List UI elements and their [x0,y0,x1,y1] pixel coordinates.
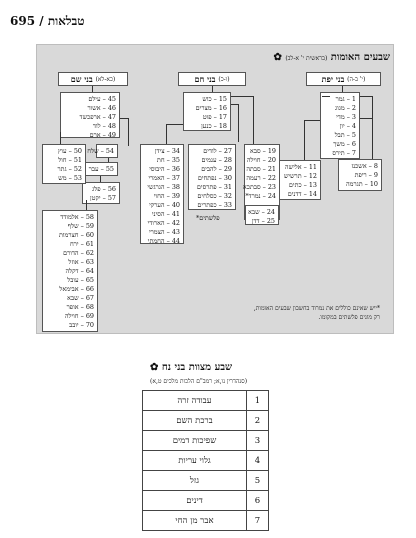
law-text: אבר מן החי [143,511,247,531]
aram-sons-box [42,144,86,184]
list-item: 24 – נמרד* [245,192,276,200]
table-row [143,411,269,431]
list-item: 48 – לוד [92,122,116,130]
header-separator: / [35,14,48,28]
joktan-sons-box [42,210,98,332]
list-item: 18 – כנען [201,122,227,130]
list-item: 52 – גתר [57,165,82,173]
table-row [143,491,269,511]
list-item: 25 – דדן [251,217,275,225]
list-item: 62 – הדורם [63,249,94,257]
list-item: 14 – דדנים [287,190,317,198]
list-item: 13 – כתים [288,181,317,189]
table-row [143,391,269,411]
law-text: גלוי עריות [143,451,247,471]
table-row [143,511,269,531]
list-item: 1 – גמר [335,95,356,103]
list-item: 27 – לודים [203,147,232,155]
list-item: 44 – החמתי [147,237,180,245]
list-item: 7 – תירס [332,149,356,157]
list-item: 60 – חצרמות [59,231,94,239]
list-item: 3 – מדי [336,113,356,121]
ham-title-box [178,72,246,86]
eber-box [84,162,118,176]
list-item: 66 – אבימאל [59,285,94,293]
list-item: 34 – צידן [154,147,180,155]
page-number: 695 [10,14,36,28]
flourish-icon: ✿ [273,52,282,63]
list-item: 10 – תגרמה [345,180,378,188]
list-item: 55 – עבר [88,165,114,173]
list-item: 39 – החוי [153,192,180,200]
list-item: 47 – ארפכשד [79,113,116,121]
list-item: 33 – כפתרים [197,201,232,209]
list-item: 20 – חוילה [246,156,276,164]
table-row [143,471,269,491]
shem-sub: (כא-לא) [95,75,116,83]
list-item: 5 – תבל [334,131,356,139]
laws-table [142,390,269,531]
list-item: 9 – ריפת [354,171,378,179]
list-item: 67 – שבא [67,294,94,302]
list-item: 17 – פוט [202,113,227,121]
list-item: 53 – מש [58,174,82,182]
ham-sons-box [183,92,231,131]
list-item: 69 – חוילה [64,312,94,320]
list-item: 11 – אלישה [284,163,317,171]
page-title: טבלאות [47,14,85,28]
list-item: 54 – שלח [87,147,114,155]
list-item: 29 – להבים [201,165,232,173]
list-item: 43 – הצמרי [148,228,180,236]
list-item: 2 – מגוג [335,104,356,112]
table-row [143,451,269,471]
japheth-sub: (י' ב-ה) [347,75,366,83]
list-item: 58 – אלמודד [60,213,94,221]
shem-title-box [58,72,128,86]
list-item: 42 – הארודי [147,219,180,227]
list-item: 31 – פתרסים [196,183,232,191]
list-item: 12 – תרשיש [283,172,317,180]
shelah-box [87,144,118,158]
list-item: 64 – דקלה [65,267,94,275]
nations-title [273,52,390,63]
shem-title: בני שם [70,74,93,84]
law-number: 3 [247,431,269,451]
list-item: 37 – האמרי [148,174,180,182]
list-item: 30 – נפתחים [197,174,232,182]
list-item: 32 – כסלחים [197,192,232,200]
law-number: 7 [247,511,269,531]
list-item: 46 – אשור [87,104,116,112]
ham-sub: (ו-כ) [218,75,230,83]
list-item: 68 – אופר [66,303,94,311]
nations-subtitle: (בראשית י' א-לב) [285,55,328,62]
eber-sons-box [82,182,120,204]
shem-sons-box [60,92,120,138]
law-text: עבודה זרה [143,391,247,411]
japheth-title-box [306,72,381,86]
mizraim-sons-box [188,144,236,210]
list-item: 35 – חת [156,156,180,164]
list-item: 23 – סבתכא [243,183,276,191]
list-item: 19 – סבא [250,147,276,155]
table-row [143,431,269,451]
japheth-sons-box [320,92,360,159]
japheth-title: בני יפת [321,74,345,84]
ham-title: בני חם [194,74,216,84]
pelishtim-label: *פלשתים [196,214,220,222]
note-line-2: רק מונים פלשתים במקומו. [318,314,380,321]
list-item: 22 – רעמה [246,174,276,182]
law-number: 5 [247,471,269,491]
list-item: 38 – הגרגשי [147,183,180,191]
law-number: 2 [247,411,269,431]
law-text: גזל [143,471,247,491]
list-item: 63 – אוזל [68,258,94,266]
list-item: 57 – יקטן [90,194,116,202]
law-text: ברכת השם [143,411,247,431]
header-text [10,14,85,29]
list-item: 8 – אשכנז [351,162,378,170]
law-number: 6 [247,491,269,511]
list-item: 15 – כוש [202,95,227,103]
raamah-sons-box [245,205,279,225]
nations-note [254,304,380,322]
list-item: 41 – הסיני [151,210,180,218]
javan-sons-box [275,160,321,200]
nations-title-text: שבעים האומות [330,52,390,63]
list-item: 4 – יון [339,122,356,130]
list-item: 24 – שבא [248,208,275,216]
law-number: 4 [247,451,269,471]
law-text: דינים [143,491,247,511]
list-item: 45 – עילם [88,95,116,103]
laws-title [150,362,232,373]
laws-subtitle: (סנהדרין נו,א; רמב"ם הלכות מלכים ט,א) [150,378,248,385]
list-item: 40 – הערקי [149,201,180,209]
list-item: 59 – שלף [67,222,94,230]
page-header [0,0,416,42]
law-text: שפיכות דמים [143,431,247,451]
laws-title-text: שבע מצוות בני נח [161,362,233,373]
list-item: 6 – משך [333,140,356,148]
canaan-sons-box [140,144,184,244]
list-item: 49 – ארם [89,131,116,139]
flourish-icon: ✿ [150,362,159,373]
list-item: 36 – היבוסי [149,165,180,173]
list-item: 61 – ירח [70,240,94,248]
list-item: 50 – עוץ [58,147,82,155]
list-item: 51 – חול [58,156,82,164]
list-item: 56 – פלג [92,185,116,193]
law-number: 1 [247,391,269,411]
list-item: 65 – עובל [67,276,94,284]
list-item: 28 – ענמים [201,156,232,164]
list-item: 16 – מצרים [195,104,227,112]
note-line-1: *ייש שאינם כוללים את נמרוד בחשבון שבעים האומות, [253,305,380,312]
list-item: 70 – יובב [69,321,94,329]
gomer-sons-box [338,159,382,191]
list-item: 21 – סבתה [246,165,276,173]
